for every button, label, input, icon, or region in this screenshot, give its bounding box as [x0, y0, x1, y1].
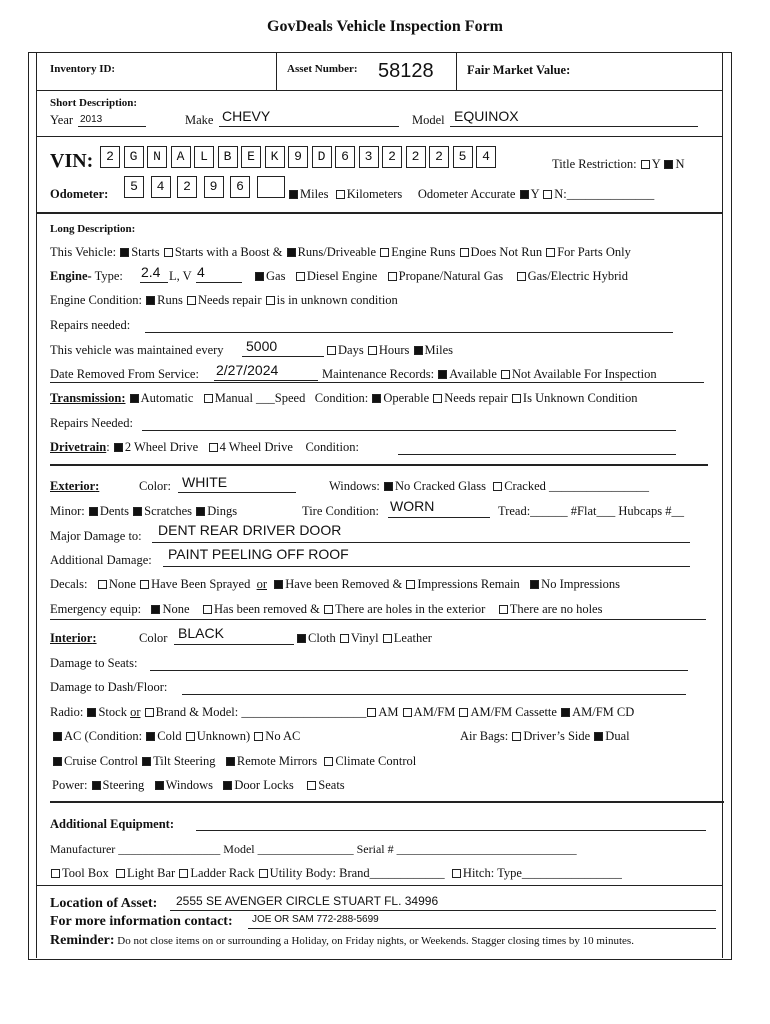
- radio-brand-checkbox[interactable]: [145, 708, 154, 717]
- manual-label: Manual ___Speed: [214, 391, 306, 405]
- odometer-digit-box[interactable]: 6: [230, 176, 250, 198]
- long-description-label: Long Description:: [50, 223, 136, 235]
- transmission-condition-label: Condition:: [314, 391, 369, 405]
- maintained-value: 5000: [246, 338, 278, 354]
- exterior-label-text: Exterior: [50, 479, 96, 493]
- vin-char-box[interactable]: K: [265, 146, 285, 168]
- no-ac-checkbox[interactable]: [254, 732, 263, 741]
- vin-char-box[interactable]: 2: [382, 146, 402, 168]
- odometer-digit-box[interactable]: 2: [177, 176, 197, 198]
- inventory-id-label: Inventory ID:: [50, 63, 116, 75]
- starts-label: Starts: [131, 245, 160, 259]
- engine-runs-checkbox[interactable]: [380, 248, 389, 257]
- manual-checkbox[interactable]: [204, 394, 213, 403]
- cloth-checkbox[interactable]: [297, 634, 306, 643]
- drivetrain-row: Drivetrain: 2 Wheel Drive 4 Wheel Drive Condition:: [50, 440, 359, 454]
- radio-stock-checkbox[interactable]: [87, 708, 96, 717]
- vin-char-box[interactable]: N: [147, 146, 167, 168]
- trans-unknown-label: Is Unknown Condition: [522, 391, 638, 405]
- tool-box-label: Tool Box: [62, 866, 109, 880]
- power-windows-checkbox[interactable]: [155, 781, 164, 790]
- utility-body-checkbox[interactable]: [259, 869, 268, 878]
- power-steering-label: Steering: [102, 778, 145, 792]
- engine-condition-label: Engine Condition:: [50, 293, 143, 307]
- additional-equipment-label: Additional Equipment:: [50, 817, 174, 831]
- liters-value: 2.4: [141, 264, 161, 280]
- decals-none-checkbox[interactable]: [98, 580, 107, 589]
- odometer-accurate-n-label: N:______________: [554, 187, 655, 201]
- maintained-miles-label: Miles: [424, 343, 453, 357]
- location-value: 2555 SE AVENGER CIRCLE STUART FL. 34996: [176, 894, 439, 908]
- major-damage-label: Major Damage to:: [50, 529, 142, 543]
- vin-char-box[interactable]: 2: [429, 146, 449, 168]
- starts-checkbox[interactable]: [120, 248, 129, 257]
- interior-label-text: Interior: [50, 631, 93, 645]
- decals-none-label: None: [108, 577, 136, 591]
- transmission-label: Transmission:: [50, 391, 126, 405]
- vehicle-status-row: [50, 245, 631, 260]
- tilt-steering-label: Tilt Steering: [153, 754, 216, 768]
- propane-label: Propane/Natural Gas: [398, 269, 504, 283]
- date-removed-label: Date Removed From Service:: [50, 367, 199, 381]
- vin-char-box[interactable]: 2: [406, 146, 426, 168]
- drivers-side-label: Driver’s Side: [523, 729, 591, 743]
- ac-cold-checkbox[interactable]: [146, 732, 155, 741]
- radio-or-label: or: [130, 705, 141, 719]
- power-seats-checkbox[interactable]: [307, 781, 316, 790]
- drivers-side-checkbox[interactable]: [512, 732, 521, 741]
- radio-cd-label: AM/FM CD: [572, 705, 635, 719]
- cracked-label: Cracked ________________: [504, 479, 649, 493]
- exterior-label: Exterior:: [50, 479, 100, 493]
- kilometers-checkbox[interactable]: [336, 190, 345, 199]
- engine-condition-row: [50, 293, 398, 308]
- drivetrain-label: Drivetrain: [50, 440, 107, 454]
- starts-boost-label: Starts with a Boost &: [174, 245, 283, 259]
- utility-body-label: Utility Body: Brand____________: [269, 866, 445, 880]
- leather-checkbox[interactable]: [383, 634, 392, 643]
- decals-removed-checkbox[interactable]: [274, 580, 283, 589]
- manufacturer-row[interactable]: Manufacturer _________________ Model ________________ Serial # ______________________________: [50, 842, 577, 856]
- equipment-row: [50, 866, 622, 881]
- ladder-rack-label: Ladder Rack: [190, 866, 255, 880]
- vin-char-box[interactable]: 6: [335, 146, 355, 168]
- no-impressions-label: No Impressions: [541, 577, 620, 591]
- emergency-equip-label: Emergency equip:: [50, 602, 142, 616]
- cruise-control-checkbox[interactable]: [53, 757, 62, 766]
- ext-color-value: WHITE: [182, 474, 228, 490]
- radio-cassette-checkbox[interactable]: [459, 708, 468, 717]
- repairs-needed-2-label: Repairs Needed:: [50, 416, 133, 430]
- divider: [36, 212, 722, 214]
- ac-label: AC (Condition:: [64, 729, 143, 743]
- int-color-label: Color: [139, 631, 168, 645]
- engine-unknown-checkbox[interactable]: [266, 296, 275, 305]
- decals-removed-label: Have been Removed &: [285, 577, 403, 591]
- hybrid-checkbox[interactable]: [517, 272, 526, 281]
- radio-stock-label: Stock: [98, 705, 127, 719]
- cloth-label: Cloth: [308, 631, 336, 645]
- no-impressions-checkbox[interactable]: [530, 580, 539, 589]
- radio-cassette-label: AM/FM Cassette: [470, 705, 557, 719]
- type-label: Type:: [94, 269, 123, 283]
- damage-dash-label: Damage to Dash/Floor:: [50, 680, 168, 694]
- for-parts-checkbox[interactable]: [546, 248, 555, 257]
- operable-checkbox[interactable]: [372, 394, 381, 403]
- automatic-checkbox[interactable]: [130, 394, 139, 403]
- hours-checkbox[interactable]: [368, 346, 377, 355]
- decals-sprayed-label: Have Been Sprayed: [151, 577, 251, 591]
- starts-boost-checkbox[interactable]: [164, 248, 173, 257]
- holes-checkbox[interactable]: [324, 605, 333, 614]
- has-been-removed-checkbox[interactable]: [203, 605, 212, 614]
- airbags-label: Air Bags:: [460, 729, 509, 743]
- short-description-label: Short Description:: [50, 97, 138, 109]
- cruise-control-label: Cruise Control: [64, 754, 138, 768]
- upholstery-row: [296, 631, 432, 646]
- damage-dash-field[interactable]: [182, 680, 686, 695]
- no-holes-checkbox[interactable]: [499, 605, 508, 614]
- interior-label: Interior:: [50, 631, 97, 645]
- engine-runs-cond-checkbox[interactable]: [146, 296, 155, 305]
- maintained-units: [326, 343, 453, 358]
- vinyl-label: Vinyl: [350, 631, 379, 645]
- dings-label: Dings: [207, 504, 238, 518]
- windows-label: Windows:: [329, 479, 380, 493]
- divider: [50, 801, 724, 803]
- emergency-equip-row: [50, 602, 602, 617]
- decals-row: [50, 577, 620, 592]
- vin-char-box[interactable]: 4: [476, 146, 496, 168]
- divider: [36, 885, 722, 886]
- ac-cold-label: Cold: [157, 729, 182, 743]
- radio-am-checkbox[interactable]: [367, 708, 376, 717]
- no-cracked-glass-label: No Cracked Glass: [395, 479, 486, 493]
- model-value: EQUINOX: [454, 108, 519, 124]
- ac-unknown-checkbox[interactable]: [186, 732, 195, 741]
- radio-amfm-label: AM/FM: [413, 705, 456, 719]
- model-label: Model: [412, 113, 445, 127]
- form-title: GovDeals Vehicle Inspection Form: [267, 18, 503, 35]
- year-value: 2013: [80, 114, 103, 125]
- diesel-label: Diesel Engine: [306, 269, 378, 283]
- no-ac-label: No AC: [265, 729, 301, 743]
- this-vehicle-label: This Vehicle:: [50, 245, 117, 259]
- radio-am-label: AM: [378, 705, 399, 719]
- damage-seats-field[interactable]: [150, 656, 688, 671]
- maintained-label: This vehicle was maintained every: [50, 343, 224, 357]
- climate-control-label: Climate Control: [335, 754, 417, 768]
- vin-label: VIN:: [50, 150, 94, 172]
- engine-runs-label: Engine Runs: [391, 245, 456, 259]
- holes-label: There are holes in the exterior: [335, 602, 486, 616]
- odometer-accurate-y-label: Y: [530, 187, 540, 201]
- major-damage-value: DENT REAR DRIVER DOOR: [158, 522, 342, 538]
- date-removed-value: 2/27/2024: [216, 362, 279, 378]
- impressions-remain-checkbox[interactable]: [406, 580, 415, 589]
- trans-needs-repair-label: Needs repair: [444, 391, 508, 405]
- trans-needs-repair-checkbox[interactable]: [433, 394, 442, 403]
- minor-damage-row: [50, 504, 237, 519]
- vin-char-box[interactable]: L: [194, 146, 214, 168]
- no-holes-label: There are no holes: [509, 602, 603, 616]
- title-restriction-y-label: Y: [651, 157, 661, 171]
- miles-checkbox[interactable]: [289, 190, 298, 199]
- two-wheel-drive-checkbox[interactable]: [114, 443, 123, 452]
- power-door-locks-checkbox[interactable]: [223, 781, 232, 790]
- l-v-label: L, V: [169, 269, 192, 283]
- scratches-checkbox[interactable]: [133, 507, 142, 516]
- drivetrain-condition-field[interactable]: [398, 440, 676, 455]
- gas-checkbox[interactable]: [255, 272, 264, 281]
- tire-condition-value: WORN: [390, 498, 435, 514]
- records-not-available-checkbox[interactable]: [501, 370, 510, 379]
- location-label: Location of Asset:: [50, 896, 158, 911]
- two-wheel-drive-label: 2 Wheel Drive: [124, 440, 199, 454]
- gas-label: Gas: [266, 269, 286, 283]
- records-available-checkbox[interactable]: [438, 370, 447, 379]
- maintenance-records-label: Maintenance Records:: [322, 367, 435, 381]
- fair-market-value-label: Fair Market Value:: [467, 63, 571, 77]
- repairs-needed-field[interactable]: [145, 318, 673, 333]
- divider: [36, 136, 722, 137]
- reminder-label: Reminder:: [50, 933, 115, 948]
- engine-type-row: [50, 269, 123, 284]
- additional-equipment-field[interactable]: [196, 816, 706, 831]
- dual-label: Dual: [605, 729, 630, 743]
- reminder-text: Do not close items on or surrounding a Holiday, on Friday nights, or Weekends. Stagger closing times by 10 minutes.: [117, 935, 634, 947]
- title-restriction-y-checkbox[interactable]: [641, 160, 650, 169]
- does-not-run-checkbox[interactable]: [460, 248, 469, 257]
- tilt-steering-checkbox[interactable]: [142, 757, 151, 766]
- engine-label: Engine-: [50, 269, 92, 283]
- divider: [50, 464, 708, 466]
- four-wheel-drive-label: 4 Wheel Drive: [219, 440, 293, 454]
- maintained-miles-checkbox[interactable]: [414, 346, 423, 355]
- engine-needs-repair-checkbox[interactable]: [187, 296, 196, 305]
- odometer-accurate-n-checkbox[interactable]: [543, 190, 552, 199]
- odometer-digit-box[interactable]: 5: [124, 176, 144, 198]
- hitch-label: Hitch: Type________________: [462, 866, 622, 880]
- vin-char-box[interactable]: 9: [288, 146, 308, 168]
- decals-sprayed-checkbox[interactable]: [140, 580, 149, 589]
- options-row: [52, 754, 416, 769]
- frame-inner-left: [36, 52, 37, 958]
- light-bar-label: Light Bar: [126, 866, 176, 880]
- days-checkbox[interactable]: [327, 346, 336, 355]
- dings-checkbox[interactable]: [196, 507, 205, 516]
- transmission-row: [50, 391, 638, 406]
- ac-unknown-label: Unknown): [196, 729, 251, 743]
- decals-or-label: or: [256, 577, 268, 591]
- repairs-needed-label: Repairs needed:: [50, 318, 131, 332]
- does-not-run-label: Does Not Run: [470, 245, 543, 259]
- make-label: Make: [185, 113, 214, 127]
- asset-number-value[interactable]: 58128: [378, 60, 434, 82]
- dents-checkbox[interactable]: [89, 507, 98, 516]
- emergency-none-checkbox[interactable]: [151, 605, 160, 614]
- radio-brand-label: Brand & Model: ____________________: [155, 705, 367, 719]
- frame-inner-right: [722, 52, 723, 958]
- title-restriction-label: Title Restriction:: [552, 157, 637, 171]
- asset-number-label: Asset Number:: [287, 63, 358, 75]
- title-restriction-n-label: N: [675, 157, 685, 171]
- for-parts-label: For Parts Only: [557, 245, 631, 259]
- ladder-rack-checkbox[interactable]: [179, 869, 188, 878]
- trans-unknown-checkbox[interactable]: [512, 394, 521, 403]
- operable-label: Operable: [383, 391, 430, 405]
- power-label: Power:: [52, 778, 88, 792]
- additional-damage-value: PAINT PEELING OFF ROOF: [168, 546, 349, 562]
- vinyl-checkbox[interactable]: [340, 634, 349, 643]
- radio-label: Radio:: [50, 705, 84, 719]
- minor-label: Minor:: [50, 504, 85, 518]
- four-wheel-drive-checkbox[interactable]: [209, 443, 218, 452]
- engine-runs-cond-label: Runs: [157, 293, 183, 307]
- divider: [276, 52, 277, 90]
- automatic-label: Automatic: [140, 391, 194, 405]
- engine-unknown-label: is in unknown condition: [276, 293, 398, 307]
- power-seats-label: Seats: [318, 778, 345, 792]
- hours-label: Hours: [378, 343, 410, 357]
- vin-char-box[interactable]: B: [218, 146, 238, 168]
- title-restriction: [552, 157, 684, 172]
- days-label: Days: [338, 343, 364, 357]
- cylinders-value: 4: [197, 264, 205, 280]
- vin-char-box[interactable]: 5: [453, 146, 473, 168]
- vin-char-box[interactable]: A: [171, 146, 191, 168]
- divider: [50, 382, 704, 383]
- light-bar-checkbox[interactable]: [116, 869, 125, 878]
- vin-char-box[interactable]: 3: [359, 146, 379, 168]
- propane-checkbox[interactable]: [388, 272, 397, 281]
- contact-label: For more information contact:: [50, 914, 233, 929]
- vin-char-box[interactable]: G: [124, 146, 144, 168]
- odometer-label: Odometer:: [50, 187, 109, 201]
- has-been-removed-label: Has been removed &: [214, 602, 320, 616]
- windows-row: [329, 479, 649, 494]
- leather-label: Leather: [393, 631, 432, 645]
- cracked-checkbox[interactable]: [493, 482, 502, 491]
- radio-row: [50, 705, 634, 720]
- scratches-label: Scratches: [144, 504, 193, 518]
- odometer-accurate-label: Odometer Accurate: [417, 187, 516, 201]
- runs-driveable-label: Runs/Driveable: [297, 245, 377, 259]
- odometer-label-text: Odometer: [50, 187, 105, 201]
- radio-amfm-checkbox[interactable]: [403, 708, 412, 717]
- dual-checkbox[interactable]: [594, 732, 603, 741]
- maintenance-records-row: [322, 367, 657, 382]
- repairs-needed-2-field[interactable]: [142, 416, 676, 431]
- remote-mirrors-label: Remote Mirrors: [236, 754, 318, 768]
- divider: [50, 619, 706, 620]
- climate-control-checkbox[interactable]: [324, 757, 333, 766]
- tire-condition-label: Tire Condition:: [302, 504, 379, 518]
- ac-checkbox[interactable]: [53, 732, 62, 741]
- miles-label: Miles: [300, 187, 329, 201]
- ext-color-label: Color:: [139, 479, 171, 493]
- remote-mirrors-checkbox[interactable]: [226, 757, 235, 766]
- additional-damage-label: Additional Damage:: [50, 553, 152, 567]
- vin-char-box[interactable]: D: [312, 146, 332, 168]
- ac-row: [52, 729, 300, 744]
- hitch-checkbox[interactable]: [452, 869, 461, 878]
- dents-label: Dents: [99, 504, 130, 518]
- airbags-row: [460, 729, 630, 744]
- int-color-value: BLACK: [178, 625, 224, 641]
- odometer-digit-box[interactable]: [257, 176, 285, 198]
- tread-label: Tread:______ #Flat___ Hubcaps #__: [498, 504, 684, 518]
- records-not-available-label: Not Available For Inspection: [512, 367, 657, 381]
- year-label: Year: [50, 113, 74, 127]
- odometer-digit-box[interactable]: 4: [151, 176, 171, 198]
- power-row: [52, 778, 345, 793]
- drivetrain-condition-label: Condition:: [305, 440, 359, 454]
- reminder-row: [50, 933, 634, 949]
- records-available-label: Available: [449, 367, 497, 381]
- emergency-none-label: None: [162, 602, 190, 616]
- odometer-accurate-y-checkbox[interactable]: [520, 190, 529, 199]
- divider: [36, 90, 722, 91]
- title-restriction-n-checkbox[interactable]: [664, 160, 673, 169]
- fuel-type-row: [254, 269, 628, 284]
- no-cracked-glass-checkbox[interactable]: [384, 482, 393, 491]
- vin-char-box[interactable]: E: [241, 146, 261, 168]
- divider: [456, 52, 457, 90]
- kilometers-label: Kilometers: [346, 187, 403, 201]
- contact-value: JOE OR SAM 772-288-5699: [252, 914, 379, 925]
- tool-box-checkbox[interactable]: [51, 869, 60, 878]
- odometer-digit-box[interactable]: 9: [204, 176, 224, 198]
- hybrid-label: Gas/Electric Hybrid: [527, 269, 628, 283]
- diesel-checkbox[interactable]: [296, 272, 305, 281]
- engine-needs-repair-label: Needs repair: [197, 293, 262, 307]
- decals-label: Decals:: [50, 577, 88, 591]
- radio-cd-checkbox[interactable]: [561, 708, 570, 717]
- impressions-remain-label: Impressions Remain: [417, 577, 520, 591]
- damage-seats-label: Damage to Seats:: [50, 656, 138, 670]
- vin-char-box[interactable]: 2: [100, 146, 120, 168]
- power-steering-checkbox[interactable]: [92, 781, 101, 790]
- make-value: CHEVY: [222, 108, 271, 124]
- runs-driveable-checkbox[interactable]: [287, 248, 296, 257]
- power-windows-label: Windows: [165, 778, 214, 792]
- power-door-locks-label: Door Locks: [234, 778, 294, 792]
- odometer-units: [288, 187, 654, 202]
